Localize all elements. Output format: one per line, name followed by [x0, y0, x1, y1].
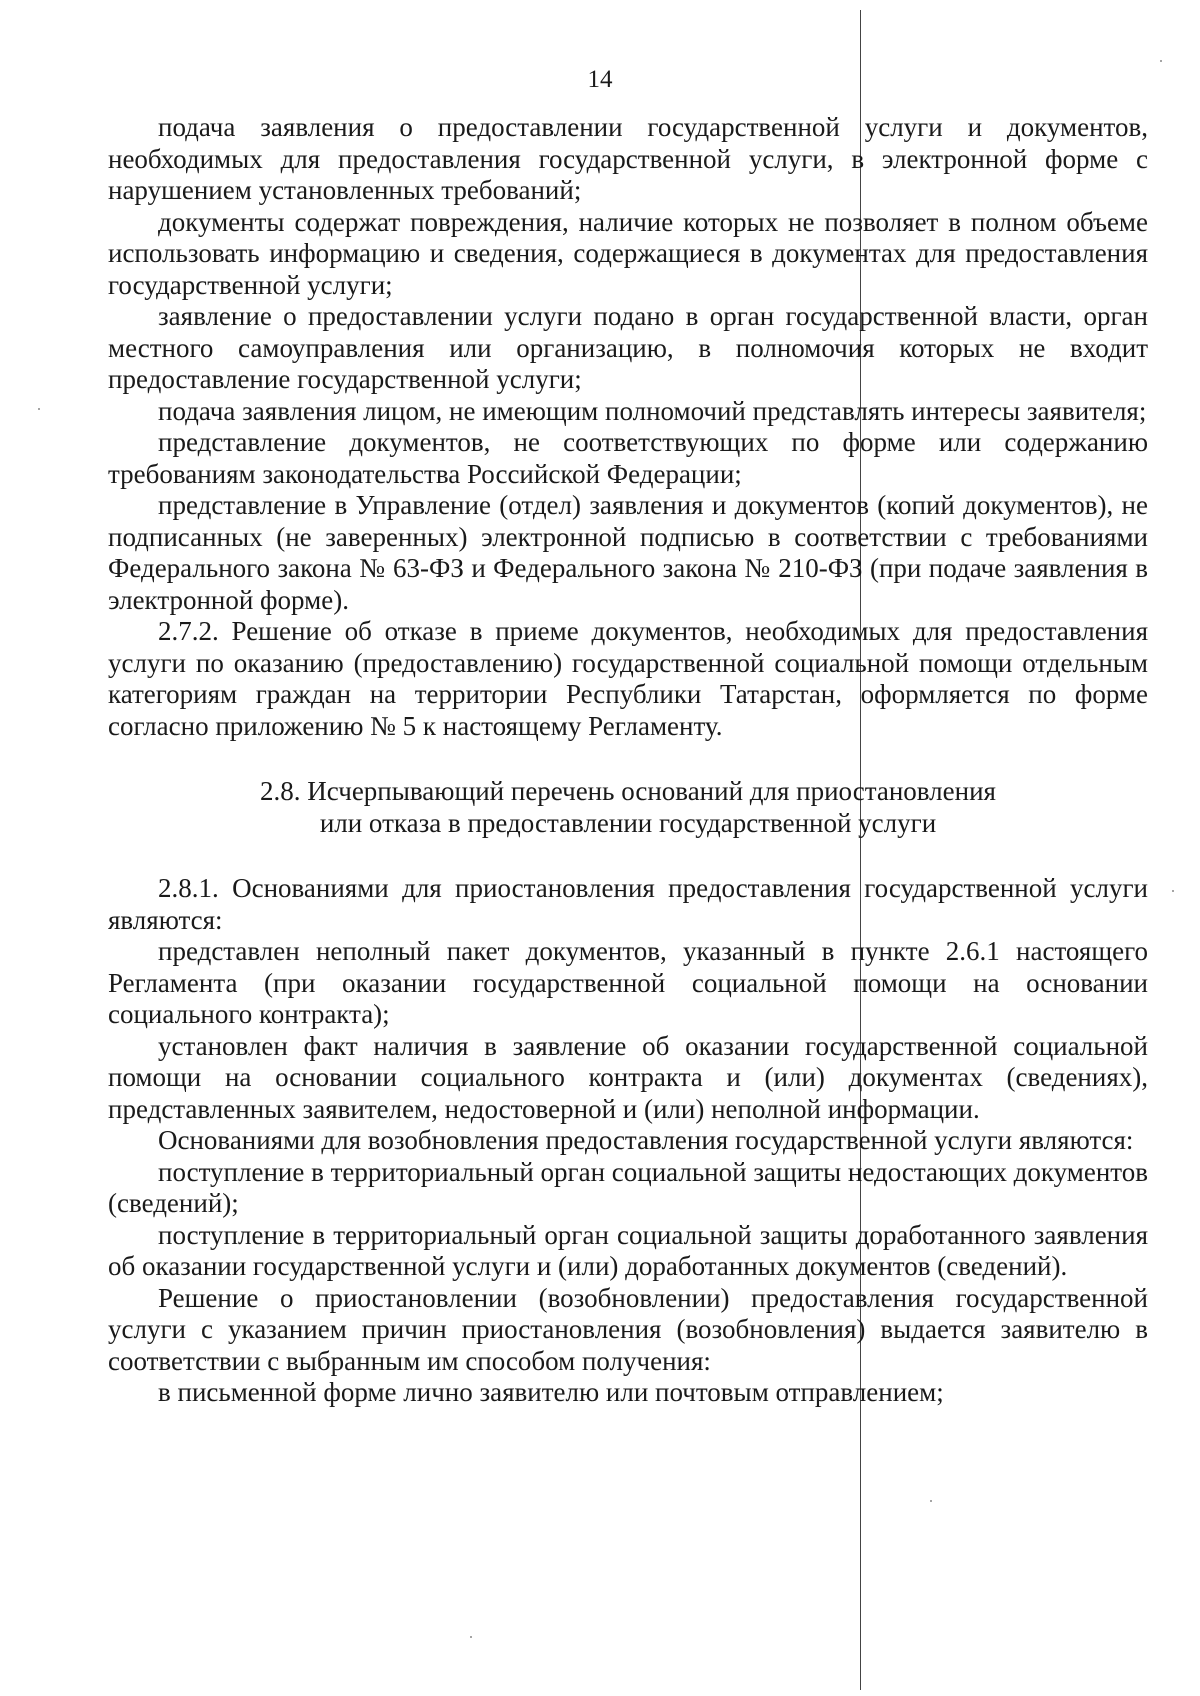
paragraph: поступление в территориальный орган социальной защиты доработанного заявления об оказании государственной услуги и (или) доработанных документов (сведений). [108, 1219, 1148, 1281]
paragraph: 2.7.2. Решение об отказе в приеме документов, необходимых для предоставления услуги по оказанию (предоставлению) государственной социальной помощи отдельным категориям граждан на территории Республики Татарстан, оформляется по форме согласно приложению № 5 к настоящему Регламенту. [108, 616, 1148, 741]
scan-speck [1160, 60, 1162, 62]
scan-speck [38, 408, 40, 410]
scan-speck [470, 1636, 472, 1638]
paragraph: поступление в территориальный орган социальной защиты недостающих документов (сведений); [108, 1156, 1148, 1218]
paragraph: в письменной форме лично заявителю или почтовым отправлением; [158, 1377, 944, 1407]
paragraph: 2.8.1. Основаниями для приостановления предоставления государственной услуги являются: [108, 873, 1148, 935]
section-heading [108, 776, 1148, 839]
paragraph: представление документов, не соответствующих по форме или содержанию требованиям законодательства Российской Федерации; [108, 427, 1148, 489]
section-heading-line-1: 2.8. Исчерпывающий перечень оснований для приостановления [260, 776, 996, 806]
paragraph: подача заявления лицом, не имеющим полномочий представлять интересы заявителя; [158, 395, 1147, 426]
paragraph: заявление о предоставлении услуги подано в орган государственной власти, орган местного самоуправления или организацию, в полномочия которых не входит предоставление государственной услуги; [108, 301, 1148, 394]
scan-speck [1172, 890, 1174, 892]
paragraph: Основаниями для возобновления предоставления государственной услуги являются: [158, 1125, 1134, 1155]
document-body [108, 112, 1148, 1409]
page-number: 14 [587, 66, 613, 93]
paragraph: представление в Управление (отдел) заявления и документов (копий документов), не подписанных (не заверенных) электронной подписью в соответствии с требованиями Федерального закона № 63-ФЗ и Федерального закона № 210-ФЗ (при подаче заявления в электронной форме). [108, 490, 1148, 615]
paragraph: документы содержат повреждения, наличие которых не позволяет в полном объеме использовать информацию и сведения, содержащиеся в документах для предоставления государственной услуги; [108, 206, 1148, 300]
paragraph: подача заявления о предоставлении государственной услуги и документов, необходимых для предоставления государственной услуги, в электронной форме с нарушением установленных требований; [108, 112, 1148, 205]
paragraph: Решение о приостановлении (возобновлении) предоставления государственной услуги с указанием причин приостановления (возобновления) выдается заявителю в соответствии с выбранным им способом получения: [108, 1282, 1148, 1376]
paragraph: установлен факт наличия в заявление об оказании государственной социальной помощи на основании социального контракта и (или) документах (сведениях), представленных заявителем, недостоверной и (или) неполной информации. [108, 1030, 1148, 1124]
paragraph: представлен неполный пакет документов, указанный в пункте 2.6.1 настоящего Регламента (при оказании государственной социальной помощи на основании социального контракта); [108, 936, 1148, 1029]
section-heading-line-2: или отказа в предоставлении государственной услуги [319, 807, 937, 838]
scan-speck [930, 1500, 932, 1502]
